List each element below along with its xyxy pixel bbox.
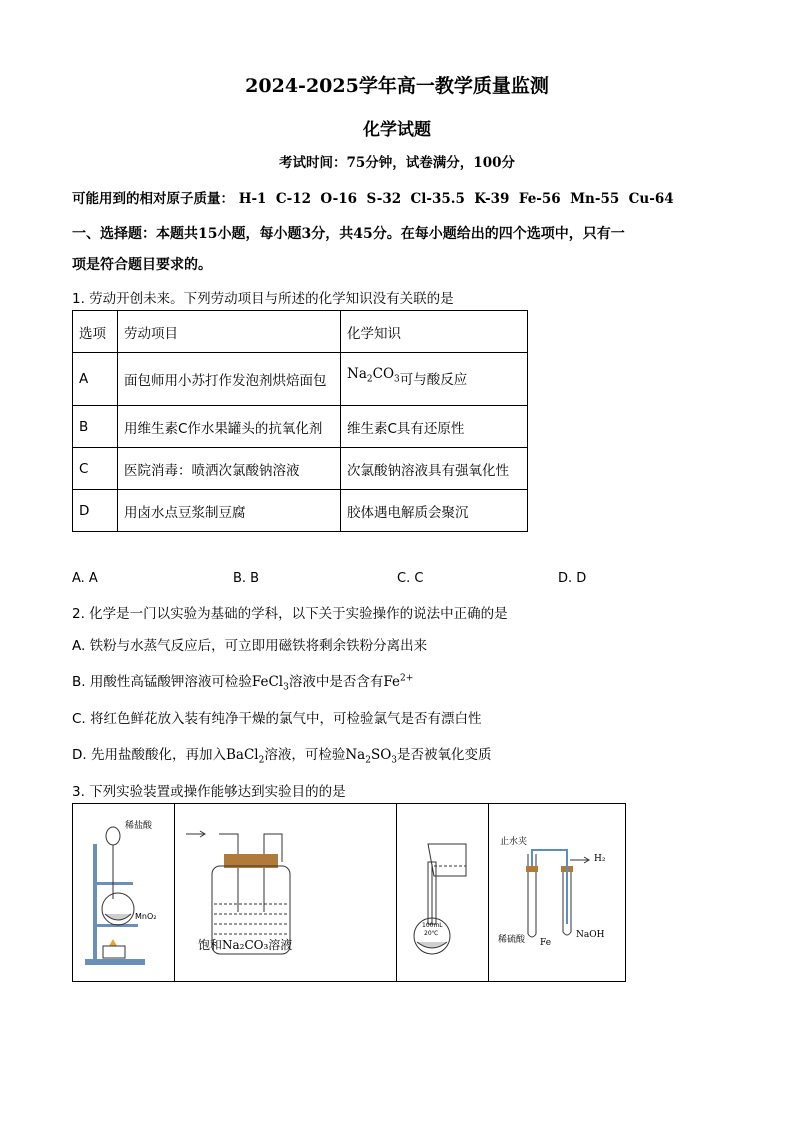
volumetric-flask-icon [396,804,488,981]
apparatus-volumetric-flask [396,804,489,981]
exam-title: 2024-2025学年高一教学质量监测 [245,75,549,97]
label-mno2: MnO₂ [135,912,157,921]
knowledge-rest: 可与酸反应 [399,371,468,388]
q3-apparatus-panel [72,803,626,982]
label-saturated-na2co3: 饱和Na₂CO₃溶液 [198,938,293,952]
table-cell-project: 用维生素C作水果罐头的抗氧化剂 [118,406,341,448]
table-cell-option: B [73,406,118,448]
table-cell-project: 面包师用小苏打作发泡剂烘焙面包 [118,353,341,406]
q2-option-b: B. 用酸性高锰酸钾溶液可检验FeCl$_3$溶液中是否含有$Fe^{2+}$ [72,673,414,693]
label-h2: H₂ [594,854,606,864]
atomic-mass-cu: Cu-64 [628,191,674,207]
atomic-masses-label: 可能用到的相对原子质量： [72,191,234,207]
label-100ml: 100mL [422,922,443,929]
table-header-cell: 选项 [73,311,118,353]
label-naoh: NaOH [576,930,605,940]
q1-table [72,310,528,532]
formula-na2so3: $Na_2SO_3$ [345,747,398,766]
q2-option-a: A. 铁粉与水蒸气反应后，可立即用磁铁将剩余铁粉分离出来 [72,638,428,654]
apparatus-fe-oh2 [488,804,624,981]
table-cell-knowledge: 维生素C具有还原性 [341,406,528,448]
table-row [73,448,528,490]
atomic-mass-mn: Mn-55 [570,191,620,207]
label-fe: Fe [540,938,552,948]
table-row [73,353,528,406]
atomic-mass-cl: Cl-35.5 [410,191,465,207]
table-cell-project: 用卤水点豆浆制豆腐 [118,490,341,532]
q2-option-d: D. 先用盐酸酸化，再加入BaCl$_2$溶液，可检验$Na_2SO_3$是否被氧化变质 [72,747,492,766]
atomic-masses-line [72,187,674,207]
exam-info: 考试时间：75分钟，试卷满分，100分 [279,155,515,171]
table-row [73,490,528,532]
table-cell-option: C [73,448,118,490]
subject-title: 化学试题 [363,120,431,140]
label-20c: 20℃ [424,930,439,937]
q1-choice-b: B. B [233,571,260,586]
atomic-mass-c: C-12 [275,191,312,207]
wash-bottle-icon [174,804,396,981]
table-cell-option: A [73,353,118,406]
formula-na2co3: $Na_2CO_3$ [347,365,400,385]
atomic-mass-k: K-39 [474,191,510,207]
q1-stem: 1. 劳动开创未来。下列劳动项目与所述的化学知识没有关联的是 [72,291,454,307]
section1-instruction-line2: 项是符合题目要求的。 [72,257,212,273]
table-header-row [73,311,528,353]
q2-stem: 2. 化学是一门以实验为基础的学科，以下关于实验操作的说法中正确的是 [72,606,508,622]
flask-stand-icon [73,804,174,981]
table-cell-project: 医院消毒：喷洒次氯酸钠溶液 [118,448,341,490]
label-stopcock: 止水夹 [500,837,528,847]
table-header-cell: 劳动项目 [118,311,341,353]
atomic-mass-h: H-1 [238,191,267,207]
q1-choice-c: C. C [397,571,424,586]
atomic-mass-fe: Fe-56 [518,191,561,207]
q3-stem: 3. 下列实验装置或操作能够达到实验目的的是 [72,784,346,800]
fe-hydroxide-setup-icon [488,804,624,981]
table-row [73,406,528,448]
apparatus-wash-bottle [174,804,397,981]
table-cell-option: D [73,490,118,532]
apparatus-cl2-generator [73,804,175,981]
table-header-cell: 化学知识 [341,311,528,353]
q1-choice-a: A. A [72,571,98,586]
table-cell-knowledge: 胶体遇电解质会聚沉 [341,490,528,532]
formula-fe2plus: $Fe^{2+}$ [383,673,414,690]
formula-bacl2: BaCl$_2$ [225,747,265,766]
table-cell-knowledge [341,353,528,406]
formula-fecl3: FeCl$_3$ [251,674,289,693]
q1-choice-d: D. D [558,571,587,586]
atomic-mass-o: O-16 [320,191,358,207]
q2-option-c: C. 将红色鲜花放入装有纯净干燥的氯气中，可检验氯气是否有漂白性 [72,711,482,727]
table-cell-knowledge: 次氯酸钠溶液具有强氧化性 [341,448,528,490]
label-dilute-hcl: 稀盐酸 [125,821,153,831]
section1-instruction-line1: 一、选择题：本题共15小题，每小题3分，共45分。在每小题给出的四个选项中，只有一 [72,226,625,242]
atomic-mass-s: S-32 [366,191,402,207]
label-dilute-h2so4: 稀硫酸 [498,935,526,945]
